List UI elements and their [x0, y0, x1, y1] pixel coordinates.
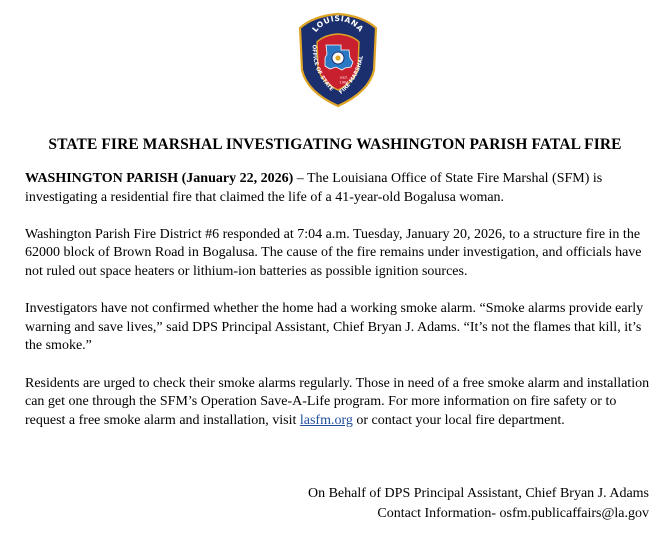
cta-text-after: or contact your local fire department. — [352, 412, 565, 428]
dateline: WASHINGTON PARISH (January 22, 2026) — [25, 171, 294, 186]
paragraph-response: Washington Parish Fire District #6 responded at 7:04 a.m. Tuesday, January 20, 2026, to a structure fire in the 62000 block of Brown Road in Bogalusa. The cause of the fire remains under investigation, and officials have not ruled out space heaters or lithium-ion batteries as possible ignition sources. — [25, 226, 642, 279]
seal-year: 1904 — [339, 80, 349, 85]
seal-right-text: FIRE MARSHAL — [338, 55, 365, 96]
lasfm-link[interactable]: lasfm.org — [299, 412, 353, 428]
seal-est-label: EST. — [340, 76, 348, 80]
intro-text: – The Louisiana Office of State Fire Marshal (SFM) is investigating a residential fire that claimed the life of a 41-year-old Bogalusa woman. — [25, 171, 603, 205]
seal-top-text: LOUISIANA — [310, 13, 366, 34]
seal-left-text: OFFICE OF STATE — [310, 44, 335, 93]
paragraph-intro — [25, 170, 655, 207]
signoff-contact: Contact Information- osfm.publicaffairs@la.gov — [377, 506, 649, 521]
signoff-block — [308, 484, 649, 524]
signoff-on-behalf: On Behalf of DPS Principal Assistant, Chief Bryan J. Adams — [307, 486, 649, 501]
osfm-seal-logo — [297, 12, 379, 108]
paragraph-quote: Investigators have not confirmed whether the home had a working smoke alarm. “Smoke alarms provide early warning and save lives,” said DPS Principal Assistant, Chief Bryan J. Adams. “It’s not the flames that kill, it’s the smoke.” — [25, 301, 644, 354]
paragraph-call-to-action — [25, 375, 655, 431]
seal-graphic — [297, 12, 379, 108]
press-release-headline: STATE FIRE MARSHAL INVESTIGATING WASHINGTON PARISH FATAL FIRE — [48, 136, 622, 153]
press-release-body — [25, 170, 655, 449]
cta-text-before: Residents are urged to check their smoke alarms regularly. Those in need of a free smoke alarm and installation can get one through the SFM’s Operation Save-A-Life program. For more information on fire safety or to request a free smoke alarm and installation, visit — [25, 375, 650, 428]
